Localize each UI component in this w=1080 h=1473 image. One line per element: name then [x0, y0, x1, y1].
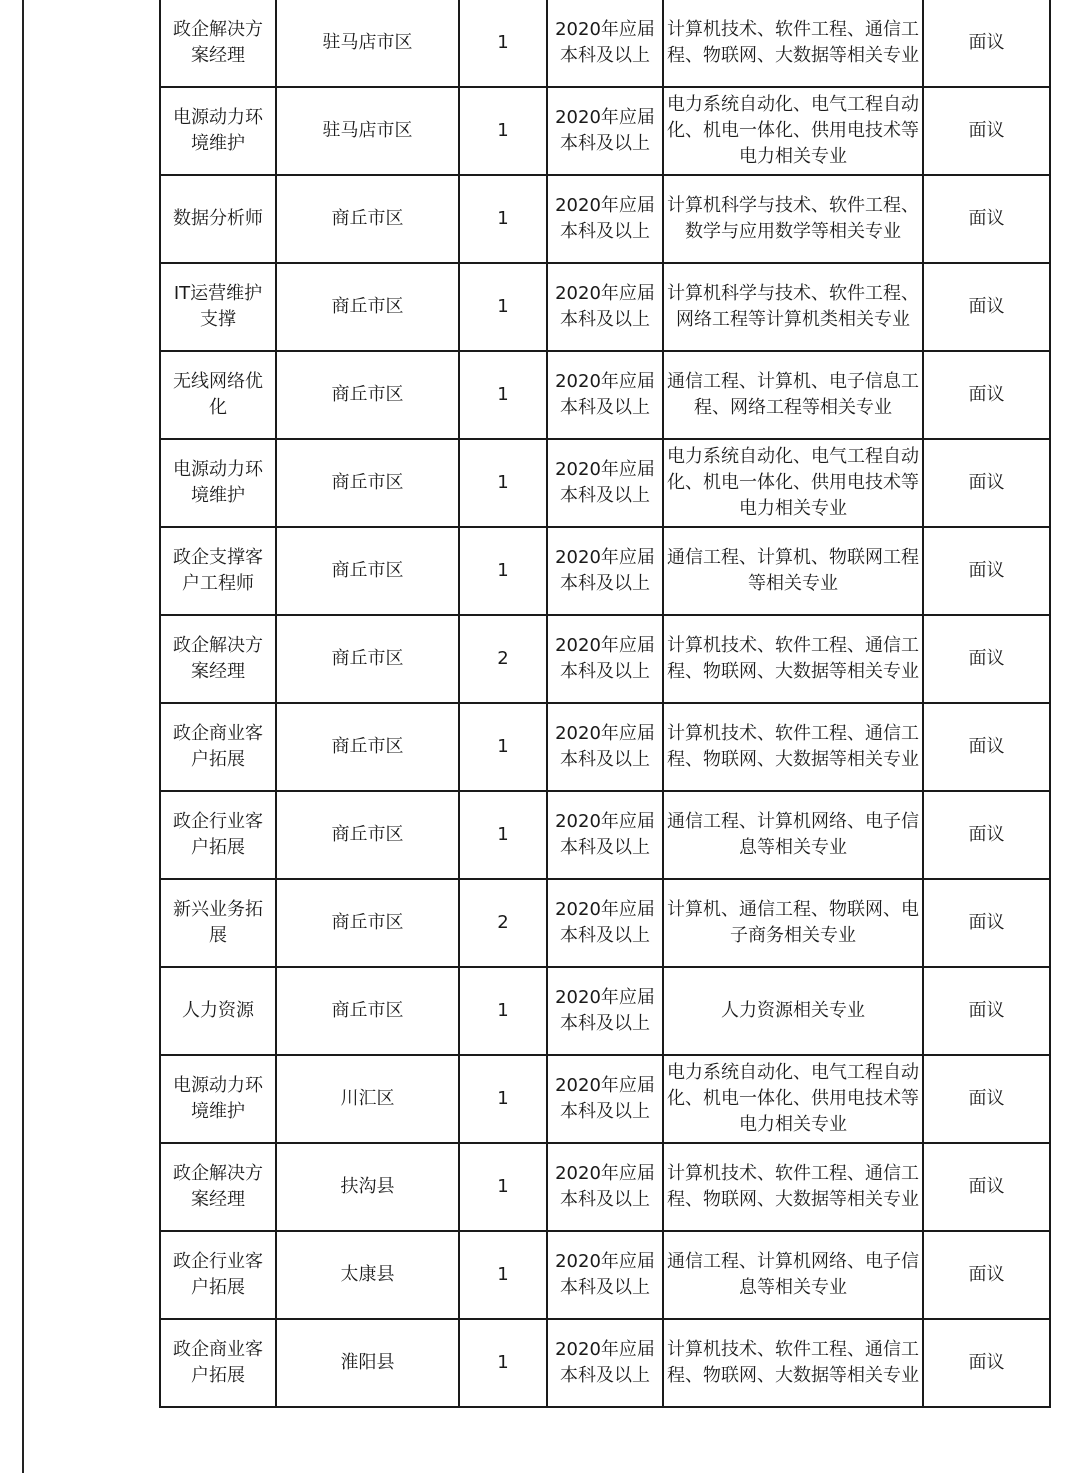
position-cell: 政企解决方案经理 [160, 0, 276, 87]
page-left-border [22, 0, 24, 1473]
table-row [160, 439, 1050, 527]
salary-cell: 面议 [923, 1055, 1050, 1143]
table-row [160, 1319, 1050, 1407]
location-cell: 商丘市区 [276, 351, 459, 439]
major-cell: 计算机科学与技术、软件工程、网络工程等计算机类相关专业 [663, 263, 923, 351]
major-cell: 计算机科学与技术、软件工程、数学与应用数学等相关专业 [663, 175, 923, 263]
count-cell: 1 [459, 87, 547, 175]
table-row [160, 1231, 1050, 1319]
education-cell: 2020年应届本科及以上 [547, 879, 663, 967]
location-cell: 商丘市区 [276, 439, 459, 527]
education-cell: 2020年应届本科及以上 [547, 1319, 663, 1407]
position-cell: 政企商业客户拓展 [160, 1319, 276, 1407]
salary-cell: 面议 [923, 967, 1050, 1055]
location-cell: 扶沟县 [276, 1143, 459, 1231]
salary-cell: 面议 [923, 703, 1050, 791]
salary-cell: 面议 [923, 175, 1050, 263]
table-row [160, 527, 1050, 615]
recruitment-table-body [160, 0, 1050, 1407]
salary-cell: 面议 [923, 87, 1050, 175]
position-cell: 政企行业客户拓展 [160, 1231, 276, 1319]
count-cell: 2 [459, 615, 547, 703]
count-cell: 1 [459, 0, 547, 87]
position-cell: 电源动力环境维护 [160, 1055, 276, 1143]
salary-cell: 面议 [923, 527, 1050, 615]
major-cell: 计算机技术、软件工程、通信工程、物联网、大数据等相关专业 [663, 703, 923, 791]
salary-cell: 面议 [923, 1319, 1050, 1407]
salary-cell: 面议 [923, 1143, 1050, 1231]
count-cell: 1 [459, 263, 547, 351]
table-row [160, 1143, 1050, 1231]
education-cell: 2020年应届本科及以上 [547, 791, 663, 879]
position-cell: 政企解决方案经理 [160, 1143, 276, 1231]
education-cell: 2020年应届本科及以上 [547, 967, 663, 1055]
education-cell: 2020年应届本科及以上 [547, 1055, 663, 1143]
position-cell: 新兴业务拓展 [160, 879, 276, 967]
major-cell: 人力资源相关专业 [663, 967, 923, 1055]
salary-cell: 面议 [923, 263, 1050, 351]
position-cell: 数据分析师 [160, 175, 276, 263]
salary-cell: 面议 [923, 0, 1050, 87]
major-cell: 通信工程、计算机网络、电子信息等相关专业 [663, 791, 923, 879]
count-cell: 2 [459, 879, 547, 967]
location-cell: 淮阳县 [276, 1319, 459, 1407]
education-cell: 2020年应届本科及以上 [547, 175, 663, 263]
location-cell: 商丘市区 [276, 527, 459, 615]
salary-cell: 面议 [923, 615, 1050, 703]
count-cell: 1 [459, 703, 547, 791]
table-row [160, 615, 1050, 703]
table-row [160, 0, 1050, 87]
location-cell: 商丘市区 [276, 615, 459, 703]
table-row [160, 879, 1050, 967]
education-cell: 2020年应届本科及以上 [547, 87, 663, 175]
salary-cell: 面议 [923, 791, 1050, 879]
count-cell: 1 [459, 1143, 547, 1231]
position-cell: 无线网络优化 [160, 351, 276, 439]
table-row [160, 263, 1050, 351]
position-cell: 政企解决方案经理 [160, 615, 276, 703]
major-cell: 计算机技术、软件工程、通信工程、物联网、大数据等相关专业 [663, 615, 923, 703]
table-row [160, 1055, 1050, 1143]
location-cell: 川汇区 [276, 1055, 459, 1143]
major-cell: 电力系统自动化、电气工程自动化、机电一体化、供用电技术等电力相关专业 [663, 87, 923, 175]
education-cell: 2020年应届本科及以上 [547, 0, 663, 87]
salary-cell: 面议 [923, 439, 1050, 527]
major-cell: 通信工程、计算机网络、电子信息等相关专业 [663, 1231, 923, 1319]
major-cell: 计算机、通信工程、物联网、电子商务相关专业 [663, 879, 923, 967]
location-cell: 商丘市区 [276, 175, 459, 263]
location-cell: 商丘市区 [276, 703, 459, 791]
position-cell: 政企商业客户拓展 [160, 703, 276, 791]
location-cell: 太康县 [276, 1231, 459, 1319]
salary-cell: 面议 [923, 879, 1050, 967]
education-cell: 2020年应届本科及以上 [547, 1143, 663, 1231]
count-cell: 1 [459, 351, 547, 439]
major-cell: 计算机技术、软件工程、通信工程、物联网、大数据等相关专业 [663, 1319, 923, 1407]
education-cell: 2020年应届本科及以上 [547, 351, 663, 439]
table-row [160, 87, 1050, 175]
count-cell: 1 [459, 175, 547, 263]
count-cell: 1 [459, 967, 547, 1055]
table-row [160, 703, 1050, 791]
count-cell: 1 [459, 439, 547, 527]
count-cell: 1 [459, 1319, 547, 1407]
table-row [160, 967, 1050, 1055]
salary-cell: 面议 [923, 1231, 1050, 1319]
education-cell: 2020年应届本科及以上 [547, 439, 663, 527]
salary-cell: 面议 [923, 351, 1050, 439]
position-cell: 电源动力环境维护 [160, 87, 276, 175]
table-row [160, 175, 1050, 263]
major-cell: 计算机技术、软件工程、通信工程、物联网、大数据等相关专业 [663, 1143, 923, 1231]
major-cell: 通信工程、计算机、物联网工程等相关专业 [663, 527, 923, 615]
table-row [160, 351, 1050, 439]
count-cell: 1 [459, 1231, 547, 1319]
location-cell: 商丘市区 [276, 879, 459, 967]
location-cell: 商丘市区 [276, 263, 459, 351]
location-cell: 商丘市区 [276, 791, 459, 879]
major-cell: 通信工程、计算机、电子信息工程、网络工程等相关专业 [663, 351, 923, 439]
location-cell: 驻马店市区 [276, 87, 459, 175]
location-cell: 驻马店市区 [276, 0, 459, 87]
position-cell: IT运营维护支撑 [160, 263, 276, 351]
location-cell: 商丘市区 [276, 967, 459, 1055]
major-cell: 电力系统自动化、电气工程自动化、机电一体化、供用电技术等电力相关专业 [663, 439, 923, 527]
education-cell: 2020年应届本科及以上 [547, 527, 663, 615]
position-cell: 人力资源 [160, 967, 276, 1055]
count-cell: 1 [459, 1055, 547, 1143]
major-cell: 计算机技术、软件工程、通信工程、物联网、大数据等相关专业 [663, 0, 923, 87]
position-cell: 政企行业客户拓展 [160, 791, 276, 879]
table-row [160, 791, 1050, 879]
education-cell: 2020年应届本科及以上 [547, 263, 663, 351]
education-cell: 2020年应届本科及以上 [547, 615, 663, 703]
position-cell: 政企支撑客户工程师 [160, 527, 276, 615]
major-cell: 电力系统自动化、电气工程自动化、机电一体化、供用电技术等电力相关专业 [663, 1055, 923, 1143]
position-cell: 电源动力环境维护 [160, 439, 276, 527]
count-cell: 1 [459, 527, 547, 615]
count-cell: 1 [459, 791, 547, 879]
recruitment-table [159, 0, 1051, 1408]
education-cell: 2020年应届本科及以上 [547, 703, 663, 791]
education-cell: 2020年应届本科及以上 [547, 1231, 663, 1319]
